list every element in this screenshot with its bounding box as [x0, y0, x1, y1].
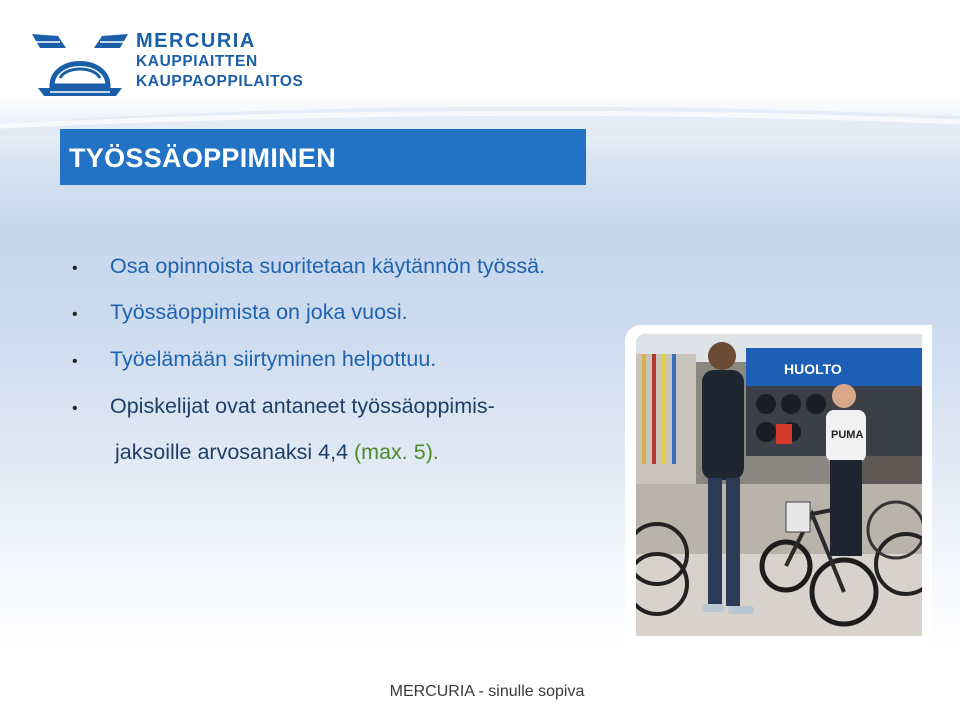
bullet-text: Osa opinnoista suoritetaan käytännön työssä. — [110, 254, 546, 278]
bike-shop-illustration — [636, 334, 922, 636]
slide-title: TYÖSSÄOPPIMINEN — [69, 143, 337, 173]
footer — [0, 683, 960, 701]
store-sign-text: HUOLTO — [784, 361, 842, 377]
logo-name: MERCURIA — [136, 30, 256, 52]
bullet-dot-icon: • — [72, 400, 78, 417]
bullet-dot-icon: • — [72, 260, 78, 277]
helmet-logo-icon — [30, 26, 130, 98]
bullet-text: Opiskelijat ovat antaneet työssäoppimis- — [110, 394, 495, 418]
bullet-dot-icon: • — [72, 306, 78, 323]
bullet-dot-icon: • — [72, 353, 78, 370]
logo-subtitle-1: KAUPPIAITTEN — [136, 53, 258, 70]
bullet-continuation — [115, 440, 439, 465]
mercuria-logo — [30, 26, 320, 102]
bullet-text: Työssäoppimista on joka vuosi. — [110, 300, 408, 324]
bullet-continuation-text: jaksoille arvosanaksi 4,4 — [115, 440, 355, 464]
rating-max-note: (max. 5). — [354, 440, 439, 464]
logo-subtitle-2: KAUPPAOPPILAITOS — [136, 73, 304, 90]
shirt-text: PUMA — [831, 429, 864, 441]
bullet-text: Työelämään siirtyminen helpottuu. — [110, 347, 437, 371]
footer-text: MERCURIA - sinulle sopiva — [389, 683, 585, 700]
slide-title-box — [60, 129, 586, 185]
bike-shop-photo — [636, 334, 922, 636]
